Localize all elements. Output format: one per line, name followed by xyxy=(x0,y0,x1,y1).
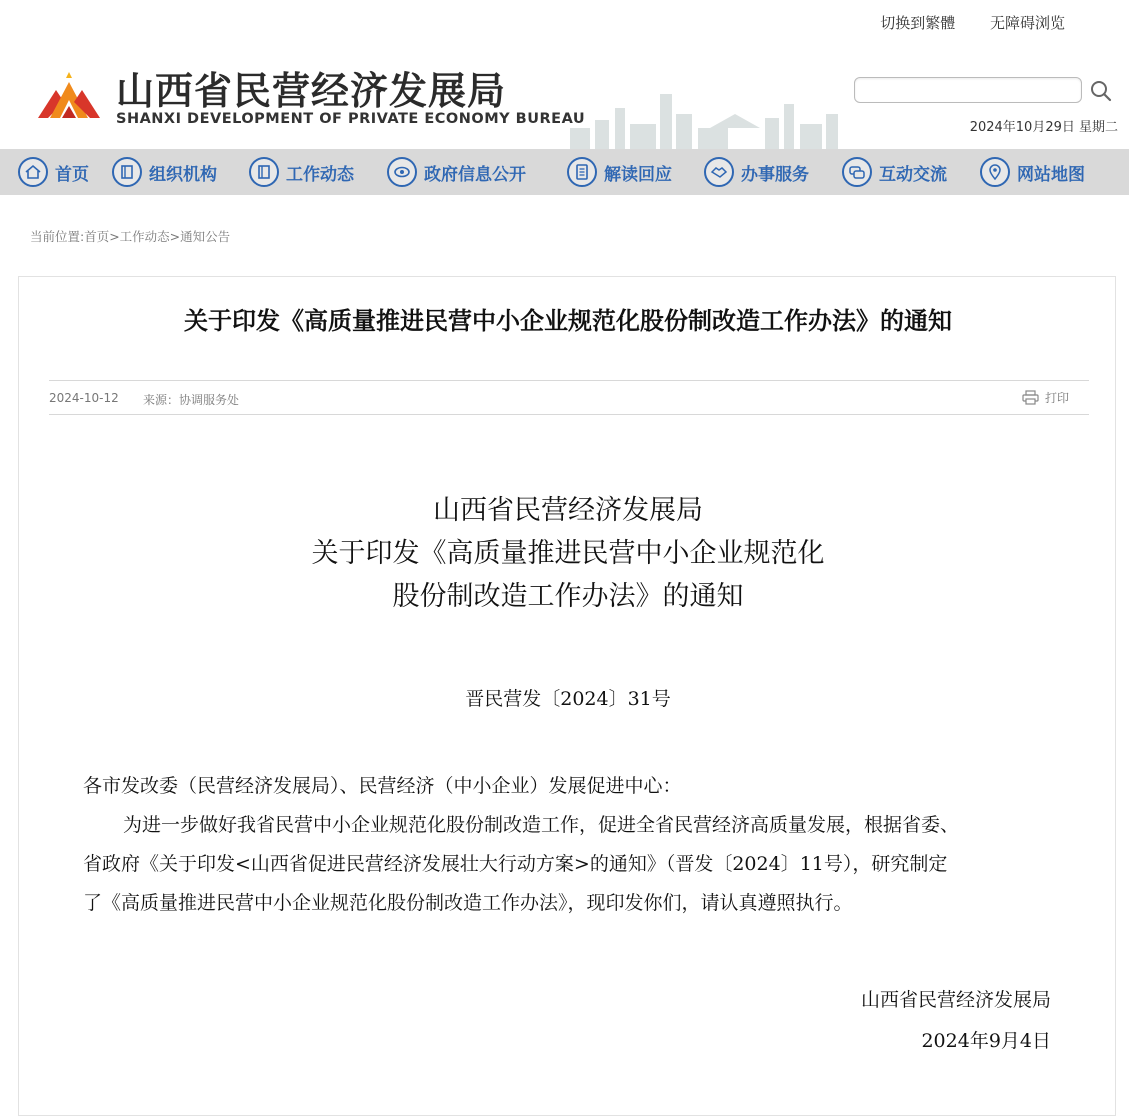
nav-label: 组织机构 xyxy=(149,164,217,185)
nav-label: 首页 xyxy=(55,164,89,185)
sign-date: 2024年9月4日 xyxy=(921,1030,1051,1052)
article-source: 来源：协调服务处 xyxy=(143,393,240,407)
skyline-decoration-icon xyxy=(560,84,860,150)
news-icon xyxy=(249,157,279,187)
printer-icon xyxy=(1022,390,1039,405)
search-input[interactable] xyxy=(854,77,1082,103)
doc-number: 晋民营发〔2024〕31号 xyxy=(465,688,671,710)
search-icon[interactable] xyxy=(1090,80,1112,102)
bureau-logo-icon xyxy=(36,68,102,120)
body-line: 了《高质量推进民营中小企业规范化股份制改造工作办法》，现印发你们，请认真遵照执行。 xyxy=(83,892,853,914)
nav-label: 政府信息公开 xyxy=(424,164,526,185)
top-links xyxy=(850,12,1065,33)
site-name: 山西省民营经济发展局 xyxy=(116,69,507,113)
nav-item-gov-info[interactable] xyxy=(387,154,526,190)
nav-item-news[interactable] xyxy=(249,154,354,190)
eye-icon xyxy=(387,157,417,187)
main-nav xyxy=(0,149,1129,195)
nav-item-interpretation[interactable] xyxy=(567,154,672,190)
breadcrumb: 当前位置:首页>工作动态>通知公告 xyxy=(30,229,231,244)
doc-body xyxy=(83,767,1063,923)
switch-traditional-link[interactable]: 切换到繁體 xyxy=(880,14,956,32)
signer: 山西省民营经济发展局 xyxy=(860,989,1051,1011)
article-panel xyxy=(18,276,1116,1116)
accessibility-link[interactable]: 无障碍浏览 xyxy=(989,14,1065,32)
print-label: 打印 xyxy=(1044,391,1069,405)
handshake-icon xyxy=(704,157,734,187)
nav-item-sitemap[interactable] xyxy=(980,154,1085,190)
nav-label: 网站地图 xyxy=(1017,164,1085,185)
nav-label: 互动交流 xyxy=(879,164,947,185)
doc-head-line-2: 关于印发《高质量推进民营中小企业规范化 xyxy=(311,538,825,569)
publish-date: 2024-10-12 xyxy=(49,391,119,405)
body-line: 省政府《关于印发<山西省促进民营经济发展壮大行动方案>的通知》（晋发〔2024〕11号），研究制定 xyxy=(83,853,948,875)
nav-item-home[interactable] xyxy=(18,154,89,190)
doc-icon xyxy=(567,157,597,187)
home-icon xyxy=(18,157,48,187)
nav-item-interaction[interactable] xyxy=(842,154,947,190)
nav-item-org[interactable] xyxy=(112,154,217,190)
nav-item-services[interactable] xyxy=(704,154,809,190)
addressee: 各市发改委（民营经济发展局）、民营经济（中小企业）发展促进中心： xyxy=(83,775,682,797)
doc-head-line-1: 山西省民营经济发展局 xyxy=(433,495,703,526)
chat-icon xyxy=(842,157,872,187)
org-icon xyxy=(112,157,142,187)
map-pin-icon xyxy=(980,157,1010,187)
article-title: 关于印发《高质量推进民营中小企业规范化股份制改造工作办法》的通知 xyxy=(184,307,952,335)
site-name-en: SHANXI DEVELOPMENT OF PRIVATE ECONOMY BUREAU xyxy=(116,111,586,127)
article-meta xyxy=(49,380,1089,415)
nav-label: 解读回应 xyxy=(604,164,672,185)
body-line: 为进一步做好我省民营中小企业规范化股份制改造工作，促进全省民营经济高质量发展，根据省委、 xyxy=(123,814,960,836)
print-button[interactable] xyxy=(1022,389,1069,406)
current-date: 2024年10月29日 星期二 xyxy=(969,120,1118,135)
nav-label: 办事服务 xyxy=(741,164,809,185)
doc-head-line-3: 股份制改造工作办法》的通知 xyxy=(392,581,744,612)
nav-label: 工作动态 xyxy=(286,164,354,185)
